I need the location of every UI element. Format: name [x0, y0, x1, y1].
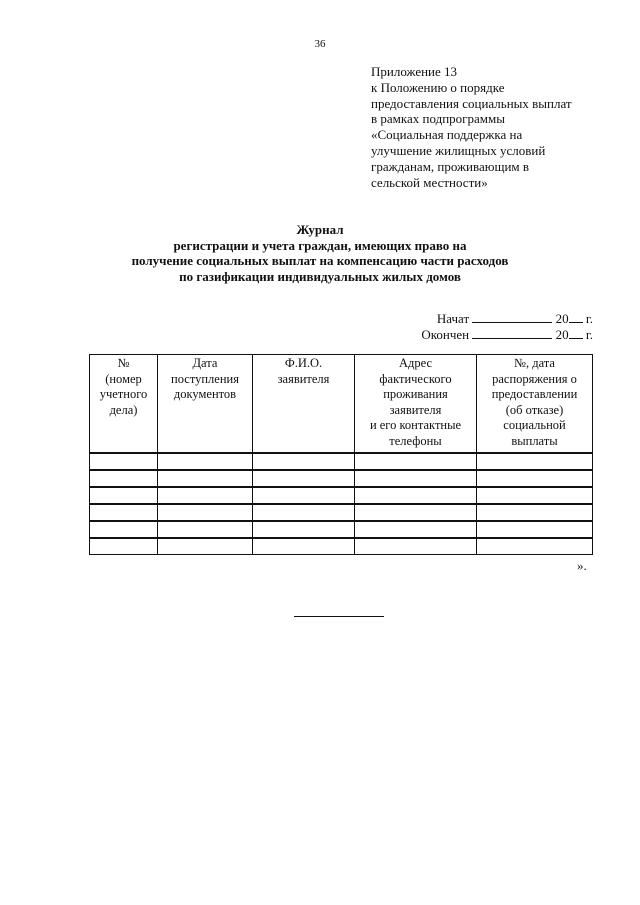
table-cell — [158, 521, 253, 538]
year-suffix: г. — [585, 327, 593, 342]
closing-quote-mark: ». — [577, 558, 587, 573]
header-order-number-date: №, дата распоряжения о предоставлении (об отказе) социальной выплаты — [477, 355, 593, 453]
end-label: Окончен — [421, 327, 470, 342]
table-cell — [90, 538, 158, 555]
year-suffix: г. — [585, 311, 593, 326]
table-cell — [253, 487, 355, 504]
table-cell — [90, 470, 158, 487]
table-cell — [90, 504, 158, 521]
appendix-line: в рамках подпрограммы — [371, 111, 505, 127]
table-cell — [90, 521, 158, 538]
end-date-blank — [472, 328, 552, 339]
title-line: по газификации индивидуальных жилых домов — [179, 268, 461, 284]
year-prefix: 20 — [555, 311, 569, 326]
appendix-line: Приложение 13 — [371, 64, 458, 79]
header-case-number: № (номер учетного дела) — [90, 355, 158, 453]
journal-dates — [421, 311, 593, 343]
appendix-line: к Положению о порядке — [371, 79, 505, 95]
journal-table — [89, 354, 593, 555]
title-line: получение социальных выплат на компенсацию части расходов — [131, 253, 509, 268]
appendix-line: сельской местности» — [371, 174, 488, 190]
table-cell — [355, 470, 477, 487]
year-prefix: 20 — [555, 327, 569, 342]
start-date-row — [421, 311, 593, 327]
start-year-blank — [569, 312, 583, 323]
table-cell — [477, 521, 593, 538]
journal-title — [0, 222, 640, 284]
table-cell — [477, 538, 593, 555]
table-cell — [158, 453, 253, 470]
appendix-reference — [371, 64, 611, 190]
end-date-row — [421, 327, 593, 343]
table-row — [90, 538, 593, 555]
start-label: Начат — [436, 311, 470, 326]
table-cell — [90, 487, 158, 504]
table-cell — [253, 538, 355, 555]
table-cell — [253, 504, 355, 521]
table-cell — [158, 504, 253, 521]
title-line: регистрации и учета граждан, имеющих право на — [173, 237, 467, 253]
end-year-blank — [569, 328, 583, 339]
table-cell — [355, 521, 477, 538]
header-address-phones: Адрес фактического проживания заявителя и его контактные телефоны — [355, 355, 477, 453]
table-cell — [253, 470, 355, 487]
header-receipt-date: Дата поступления документов — [158, 355, 253, 453]
table-row — [90, 487, 593, 504]
table-cell — [355, 538, 477, 555]
start-date-blank — [472, 312, 552, 323]
table-cell — [90, 453, 158, 470]
table-header-row — [90, 355, 593, 453]
appendix-line: предоставления социальных выплат — [371, 95, 572, 111]
table-cell — [158, 487, 253, 504]
appendix-line: улучшение жилищных условий — [371, 142, 546, 158]
title-line: Журнал — [296, 222, 344, 237]
table-row — [90, 470, 593, 487]
table-cell — [253, 453, 355, 470]
table-cell — [355, 504, 477, 521]
table-cell — [158, 538, 253, 555]
table-cell — [355, 487, 477, 504]
table-row — [90, 453, 593, 470]
table-cell — [477, 504, 593, 521]
table-cell — [158, 470, 253, 487]
table-cell — [477, 453, 593, 470]
page-number: 36 — [314, 38, 326, 50]
table-cell — [355, 453, 477, 470]
footer-divider — [294, 616, 384, 617]
appendix-line: «Социальная поддержка на — [371, 127, 523, 143]
table-row — [90, 521, 593, 538]
table-cell — [253, 521, 355, 538]
table-row — [90, 504, 593, 521]
table-cell — [477, 470, 593, 487]
appendix-line: гражданам, проживающим в — [371, 158, 530, 174]
header-applicant-name: Ф.И.О. заявителя — [253, 355, 355, 453]
table-cell — [477, 487, 593, 504]
